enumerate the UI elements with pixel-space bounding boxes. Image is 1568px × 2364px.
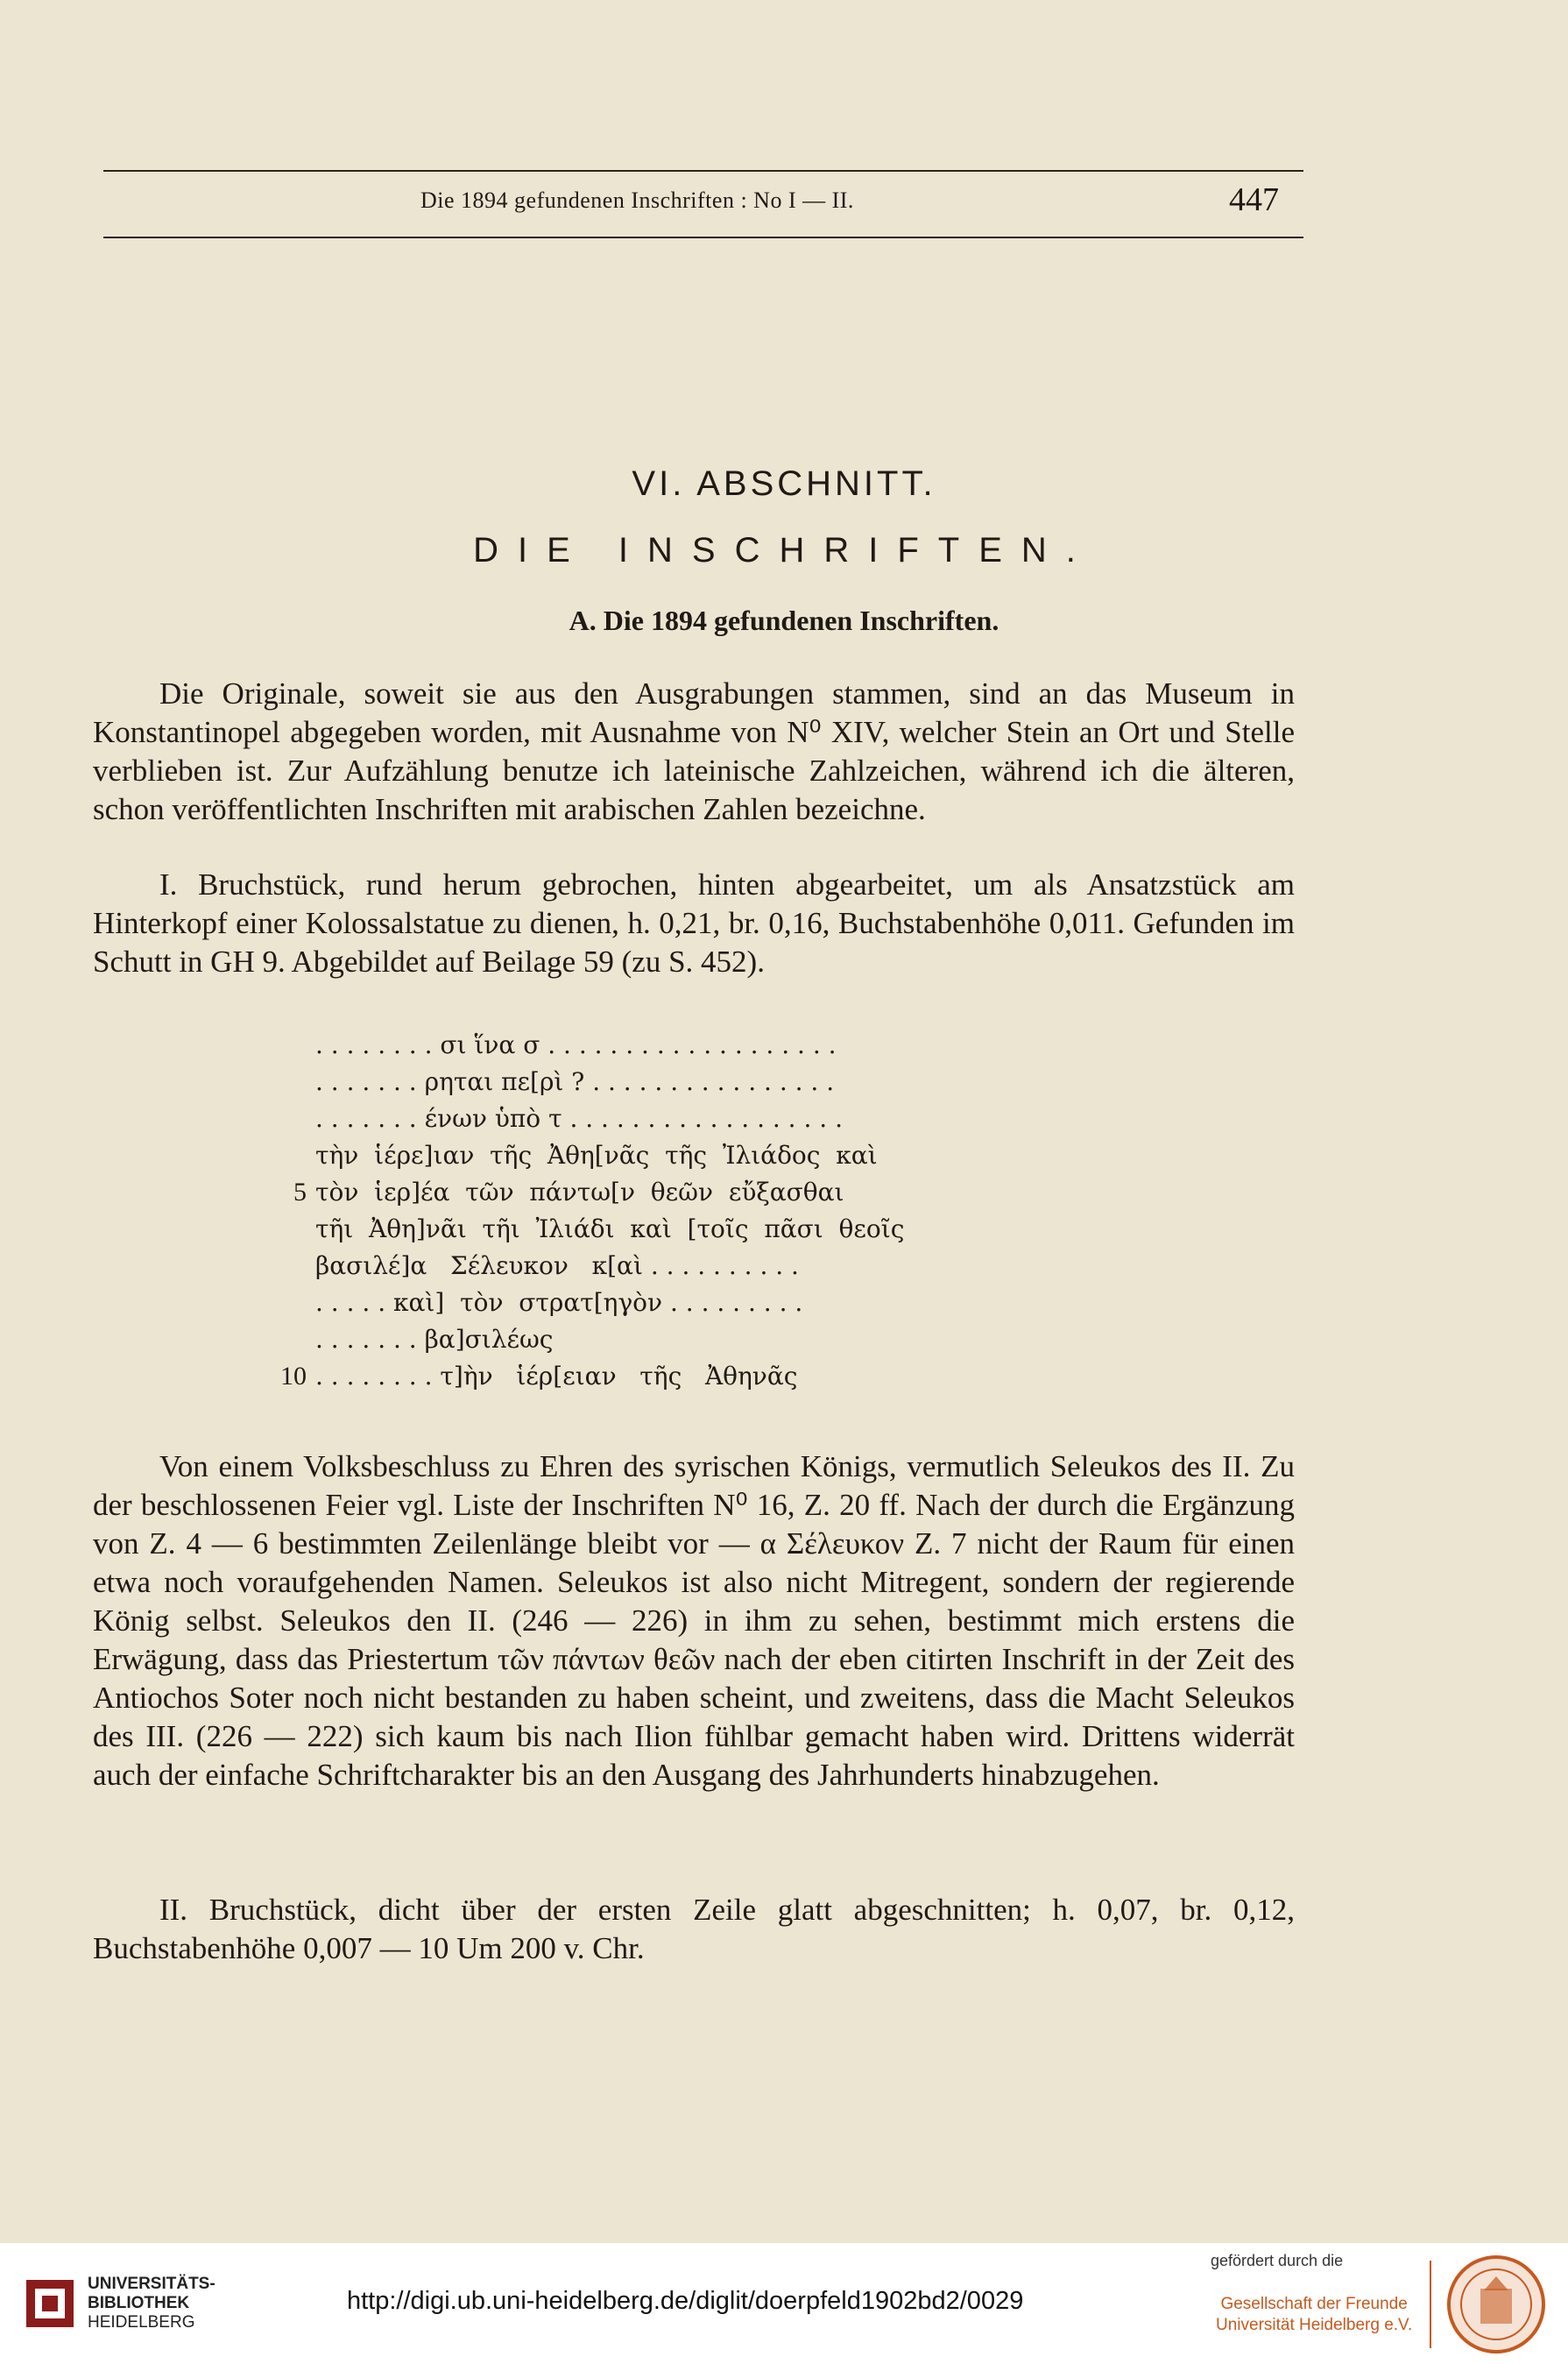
inscription-text: τὴν ἱέρε]ιαν τῆς Ἀθη[νᾶς τῆς Ἰλιάδος καὶ: [315, 1141, 878, 1170]
commentary-text: Von einem Volksbeschluss zu Ehren des syrischen Königs, vermutlich Seleukos des II. Zu der beschlossenen Feier vgl. Liste der Inschriften N⁰ 16, Z. 20 ff. Nach der durch die Ergänzung von Z. 4 — 6 bestimmten Zeilenlänge bleibt vor — α Σέλευκον Z. 7 nicht der Raum für einen etwa noch voraufgehenden Namen. Seleukos ist also nicht Mitregent, sondern der regierende König selbst. Seleukos den II. (246 — 226) in ihm zu sehen, bestimmt mich erstens die Erwägung, dass das Priestertum τῶν πάντων θεῶν nach der eben citirten Inschrift in der Zeit des Antiochos Soter noch nicht bestanden zu haben scheint, und zweitens, dass die Macht Seleukos des III. (226 — 222) sich kaum bis nach Ilion fühlbar gemacht haben wird. Drittens widerrät auch der einfache Schriftcharakter bis an den Ausgang des Jahrhunderts hinabzugehen.: [93, 1449, 1295, 1792]
inscription-text: τῆι Ἀθη]νᾶι τῆι Ἰλιάδι καὶ [τοῖς πᾶσι θεοῖς: [315, 1214, 905, 1243]
footer-bar: [0, 2243, 1568, 2364]
page-number: 447: [1229, 181, 1279, 218]
inscription-text: βασιλέ]α Σέλευκον κ[αὶ . . . . . . . . . .: [315, 1251, 799, 1280]
sponsor-divider: [1430, 2261, 1431, 2348]
inscription-line: [315, 1211, 1191, 1248]
subsection-title: A. Die 1894 gefundenen Inschriften.: [569, 605, 999, 636]
inscription-line: [315, 1064, 1191, 1101]
inscription-line: [315, 1321, 1191, 1358]
inscription-block: [280, 1027, 1191, 1395]
library-name: [88, 2275, 215, 2332]
sponsor-label: gefördert durch die: [1211, 2252, 1344, 2269]
inscription-text: τὸν ἱερ]έα τῶν πάντω[ν θεῶν εὔξασθαι: [315, 1178, 844, 1207]
library-line: UNIVERSITÄTS-: [88, 2275, 215, 2293]
commentary-paragraph: [93, 1447, 1295, 1794]
inscription-text: . . . . . . . βα]σιλέως: [315, 1325, 554, 1354]
chapter-title: DIE INSCHRIFTEN.: [473, 531, 1095, 570]
section-heading: VI. ABSCHNITT.: [632, 464, 936, 503]
inscription-line: [315, 1137, 1191, 1174]
running-title: Die 1894 gefundenen Inschriften : No I — II.: [420, 188, 854, 213]
library-line: HEIDELBERG: [88, 2313, 195, 2332]
intro-paragraph: [93, 675, 1295, 829]
line-number: 10: [280, 1362, 307, 1391]
running-head: [140, 180, 1305, 224]
inscription-line: [315, 1027, 1191, 1064]
paragraph-ii: [93, 1891, 1295, 1968]
line-number: 5: [293, 1178, 307, 1207]
inscription-text: . . . . . καὶ] τὸν στρατ[ηγὸν . . . . . . . . .: [315, 1288, 803, 1317]
library-logo-icon: [19, 2273, 81, 2334]
sponsor-line: Universität Heidelberg e.V.: [1216, 2316, 1413, 2334]
inscription-line: [315, 1285, 1191, 1321]
inscription-line: [315, 1101, 1191, 1137]
sponsor-name: [1216, 2294, 1412, 2336]
intro-text: Die Originale, soweit sie aus den Ausgrabungen stammen, sind an das Museum in Konstantinopel abgegeben worden, mit Ausnahme von N⁰ XIV, welcher Stein an Ort und Stelle verblieben ist. Zur Aufzählung benutze ich lateinische Zahlzeichen, während ich die älteren, schon veröffentlichten Inschriften mit arabischen Zahlen bezeichne.: [93, 676, 1295, 826]
header-rule: [103, 237, 1303, 238]
inscription-text: . . . . . . . . σι ἵνα σ . . . . . . . . . . . . . . . . . . .: [315, 1030, 837, 1059]
inscription-line: [315, 1248, 1191, 1285]
sponsor-line: Gesellschaft der Freunde: [1220, 2295, 1408, 2313]
inscription-line: [280, 1358, 1191, 1395]
inscription-text: . . . . . . . . τ]ὴν ἱέρ[ειαν τῆς Ἀθηνᾶς: [315, 1362, 798, 1391]
university-seal-icon: [1445, 2254, 1547, 2355]
paragraph-i: [93, 866, 1295, 981]
paragraph-i-text: I. Bruchstück, rund herum gebrochen, hinten abgearbeitet, um als Ansatzstück am Hinterkopf einer Kolossalstatue zu dienen, h. 0,21, br. 0,16, Buchstabenhöhe 0,011. Gefunden im Schutt in GH 9. Abgebildet auf Beilage 59 (zu S. 452).: [93, 867, 1295, 979]
permalink-url[interactable]: http://digi.ub.uni-heidelberg.de/diglit/doerpfeld1902bd2/0029: [347, 2287, 1024, 2315]
inscription-line: [293, 1174, 1191, 1211]
paragraph-ii-text: II. Bruchstück, dicht über der ersten Zeile glatt abgeschnitten; h. 0,07, br. 0,12, Buchstabenhöhe 0,007 — 10 Um 200 v. Chr.: [93, 1893, 1295, 1965]
library-line: BIBLIOTHEK: [88, 2294, 190, 2312]
inscription-text: . . . . . . . ένων ὑπὸ τ . . . . . . . . . . . . . . . . . .: [315, 1104, 843, 1133]
top-rule: [103, 170, 1303, 172]
inscription-text: . . . . . . . ρηται πε[ρὶ ? . . . . . . . . . . . . . . . .: [315, 1067, 835, 1096]
